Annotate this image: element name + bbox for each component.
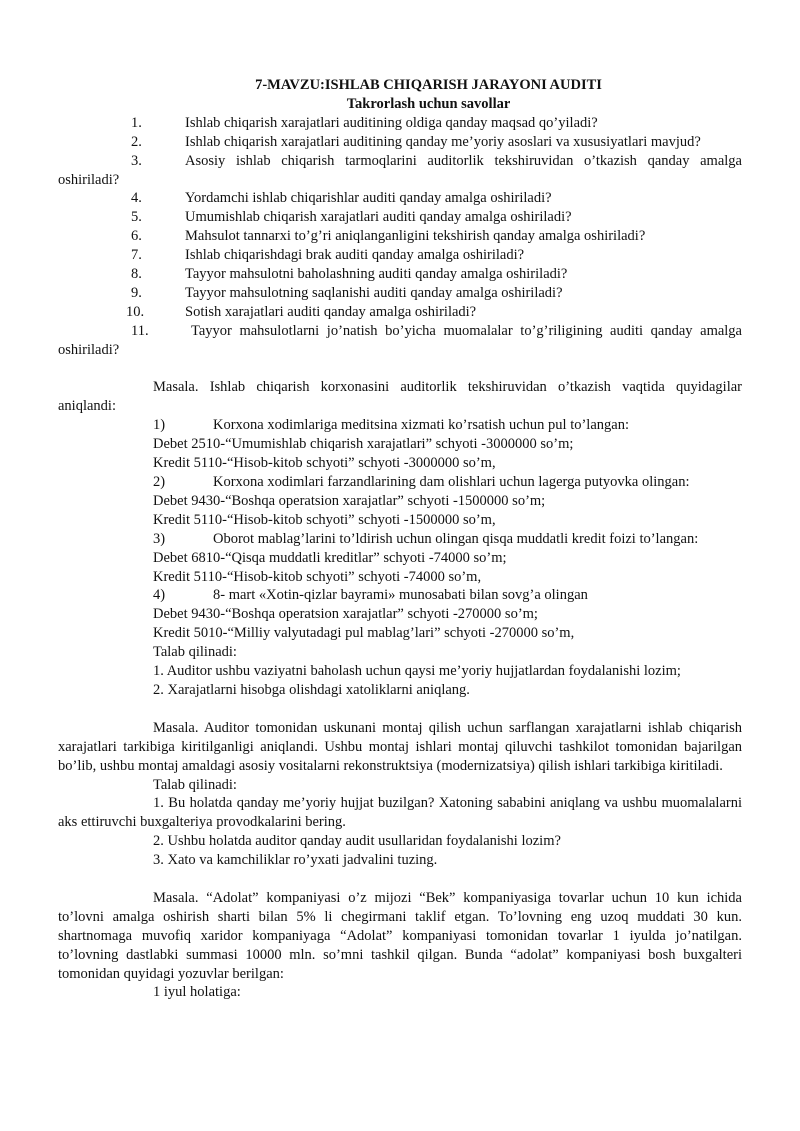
entry-text: Korxona xodimlariga meditsina xizmati ko’rsatish uchun pul to’langan: (213, 417, 629, 434)
question-number: 8. (131, 266, 142, 283)
entry-debet: Debet 9430-“Boshqa operatsion xarajatlar” schyoti -270000 so’m; (153, 606, 538, 623)
entry-text: Korxona xodimlari farzandlarining dam olishlari uchun lagerga putyovka olingan: (213, 474, 690, 491)
entry-item (58, 530, 742, 549)
question-number: 1. (131, 114, 142, 131)
entry-kredit: Kredit 5110-“Hisob-kitob schyoti” schyoti -3000000 so’m, (153, 455, 496, 472)
question-text: Tayyor mahsulotlarni jo’natish bo’yicha muomalalar to’g’riligining auditi qanday amalga oshiriladi? (58, 322, 742, 358)
question-item (58, 133, 742, 152)
question-text: Sotish xarajatlari auditi qanday amalga oshiriladi? (185, 303, 477, 320)
masala-2 (58, 719, 742, 870)
entry-number: 4) (153, 587, 166, 604)
section-subtitle: Takrorlash uchun savollar (346, 95, 511, 112)
entry-text: Oborot mablag’larini to’ldirish uchun olingan qisqa muddatli kredit foizi to’langan: (213, 530, 699, 547)
entry-item (153, 586, 742, 605)
entry-number: 3) (153, 530, 166, 547)
entry-debet: Debet 2510-“Umumishlab chiqarish xarajatlari” schyoti -3000000 so’m; (153, 436, 574, 453)
entry-item (153, 416, 742, 435)
entry-kredit: Kredit 5110-“Hisob-kitob schyoti” schyoti -74000 so’m, (153, 568, 482, 585)
question-number: 3. (131, 152, 142, 169)
question-number: 4. (131, 190, 142, 207)
question-item (115, 284, 742, 303)
masala-intro: Masala. “Adolat” kompaniyasi o’z mijozi “Bek” kompaniyasiga tovarlar uchun 10 kun ichida to’lovni amalga oshirish sharti bilan 5% li chegirmani taklif etgan. To’lovning eng uzoq muddati 30 kun. shartnomaga muvofiq xaridor kompaniyaga “Adolat” kompaniyasi tomonidan tovarlar 1 iyulda jo’natilgan. to’lovning dastlabki summasi 10000 mln. so’mni tashkil qilgan. Bunda “adolat” kompaniyasi bosh buxgalteri tomonidan quyidagi yozuvlar berilgan: (58, 889, 742, 982)
task-item: 2. Ushbu holatda auditor qanday audit usullaridan foydalanishi lozim? (153, 833, 561, 850)
entry-kredit: Kredit 5010-“Milliy valyutadagi pul mablag’lari” schyoti -270000 so’m, (153, 625, 575, 642)
talab-label: Talab qilinadi: (153, 644, 237, 661)
question-text: Ishlab chiqarish xarajatlari auditining qanday me’yoriy asoslari va xususiyatlari mavjud? (185, 133, 701, 150)
question-number: 11. (131, 322, 149, 339)
masala-3 (58, 889, 742, 1002)
talab-label: Talab qilinadi: (153, 776, 237, 793)
question-text: Tayyor mahsulotni baholashning auditi qanday amalga oshiriladi? (185, 266, 568, 283)
entry-text: 8- mart «Xotin-qizlar bayrami» munosabati bilan sovg’a olingan (213, 587, 588, 604)
entry-number: 2) (153, 474, 166, 491)
question-item (58, 152, 742, 190)
question-number: 10. (126, 303, 145, 320)
task-item: 1. Bu holatda qanday me’yoriy hujjat buzilgan? Xatoning sababini aniqlang va ushbu muomalalarni aks ettiruvchi buxgalteriya provodkalarini bering. (58, 795, 742, 831)
masala-last-line: 1 iyul holatiga: (153, 984, 241, 1001)
question-item (115, 246, 742, 265)
question-number: 2. (131, 133, 142, 150)
question-item (115, 208, 742, 227)
question-item (115, 303, 742, 322)
question-text: Yordamchi ishlab chiqarishlar auditi qanday amalga oshiriladi? (185, 190, 552, 207)
entry-item (153, 473, 742, 492)
question-item (115, 265, 742, 284)
document-title: 7-MAVZU:ISHLAB CHIQARISH JARAYONI AUDITI (255, 77, 602, 93)
question-item (115, 227, 742, 246)
entry-number: 1) (153, 417, 166, 434)
question-item (58, 322, 742, 360)
masala-intro: Masala. Ishlab chiqarish korxonasini auditorlik tekshiruvidan o’tkazish vaqtida quyidagilar aniqlandi: (58, 379, 742, 415)
question-item (115, 189, 742, 208)
masala-1 (58, 378, 742, 699)
question-text: Mahsulot tannarxi to’g’ri aniqlanganligini tekshirish qanday amalga oshiriladi? (185, 228, 646, 245)
entry-kredit: Kredit 5110-“Hisob-kitob schyoti” schyoti -1500000 so’m, (153, 511, 496, 528)
entry-debet: Debet 6810-“Qisqa muddatli kreditlar” schyoti -74000 so’m; (153, 549, 507, 566)
question-text: Tayyor mahsulotning saqlanishi auditi qanday amalga oshiriladi? (185, 284, 563, 301)
question-text: Ishlab chiqarish xarajatlari auditining oldiga qanday maqsad qo’yiladi? (185, 114, 598, 131)
task-item: 1. Auditor ushbu vaziyatni baholash uchun qaysi me’yoriy hujjatlardan foydalanishi lozim; (153, 663, 681, 680)
question-text: Asosiy ishlab chiqarish tarmoqlarini auditorlik tekshiruvidan o’tkazish qanday amalga oshiriladi? (58, 152, 742, 188)
question-number: 7. (131, 247, 142, 264)
masala-intro: Masala. Auditor tomonidan uskunani montaj qilish uchun sarflangan xarajatlarni ishlab chiqarish xarajatlari tarkibiga kiritilganligi aniqlandi. Ushbu montaj ishlari montaj qiluvchi tashkilot tomonidan bajarilgan bo’lib, ushbu montaj amaldagi asosiy vositalarni rekonstruktsiya (modernizatsiya) qilish ishlari tarkibiga kiritiladi. (58, 719, 742, 774)
entry-debet: Debet 9430-“Boshqa operatsion xarajatlar” schyoti -1500000 so’m; (153, 492, 546, 509)
question-text: Umumishlab chiqarish xarajatlari auditi qanday amalga oshiriladi? (185, 209, 572, 226)
question-number: 5. (131, 209, 142, 226)
task-item: 2. Xarajatlarni hisobga olishdagi xatoliklarni aniqlang. (153, 681, 470, 698)
questions-list (58, 114, 742, 360)
question-text: Ishlab chiqarishdagi brak auditi qanday amalga oshiriladi? (185, 247, 525, 264)
task-item: 3. Xato va kamchiliklar ro’yxati jadvalini tuzing. (153, 852, 438, 869)
question-number: 6. (131, 228, 142, 245)
question-number: 9. (131, 284, 142, 301)
question-item (115, 114, 742, 133)
